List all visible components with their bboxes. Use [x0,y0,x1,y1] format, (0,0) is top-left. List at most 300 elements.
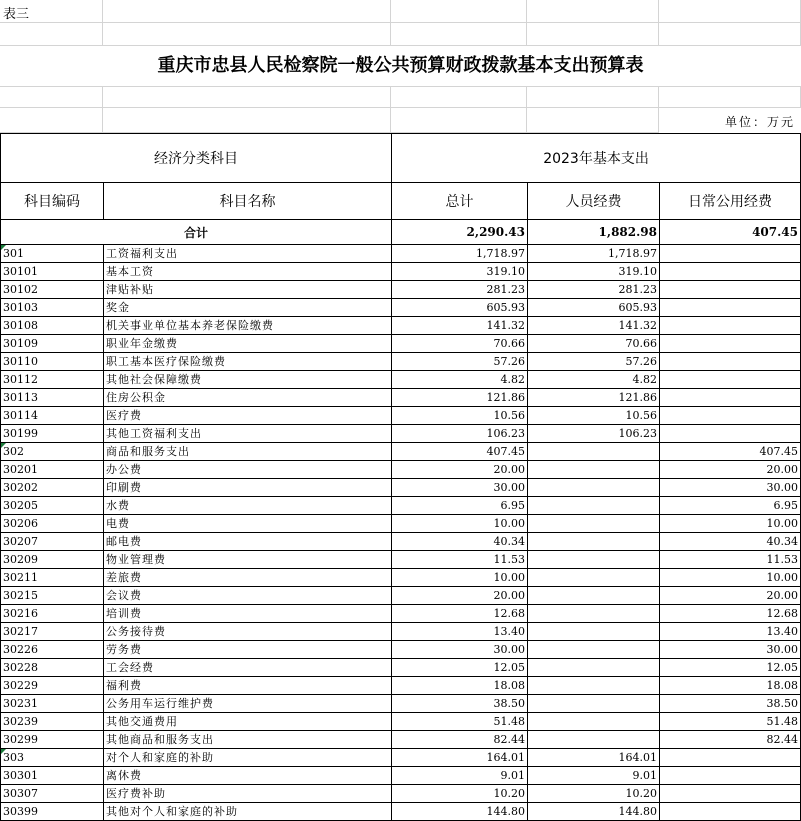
row-total-cell[interactable] [392,263,528,281]
row-name-cell[interactable] [104,605,392,623]
row-total-cell[interactable] [392,551,528,569]
row-personnel-cell[interactable] [528,443,660,461]
row-name-text: 会议费 [106,589,142,602]
row-name-text: 商品和服务支出 [106,445,190,458]
row-name-text: 基本工资 [106,265,154,278]
row-total-text: 144.80 [486,805,525,818]
row-code-cell[interactable] [1,677,104,695]
row-total-cell[interactable] [392,389,528,407]
row-name-text: 物业管理费 [106,553,166,566]
row-daily-cell[interactable] [660,767,801,785]
table-row [1,353,801,371]
row-personnel-cell[interactable] [528,587,660,605]
table-row [1,407,801,425]
row-personnel-cell[interactable] [528,245,660,263]
header-total[interactable]: 总计 [392,183,528,220]
row-code-text: 30207 [3,535,38,548]
row-daily-cell[interactable] [660,695,801,713]
row-name-cell[interactable] [104,407,392,425]
row-name-text: 其他交通费用 [106,715,178,728]
row-daily-cell[interactable] [660,497,801,515]
row-name-text: 其他社会保障缴费 [106,373,202,386]
header-code[interactable]: 科目编码 [1,183,104,220]
row-code-cell[interactable] [1,587,104,605]
row-code-cell[interactable] [1,731,104,749]
row-code-cell[interactable] [1,299,104,317]
row-personnel-cell[interactable] [528,605,660,623]
row-personnel-text: 106.23 [618,427,657,440]
row-daily-text: 407.45 [759,445,799,458]
row-name-text: 住房公积金 [106,391,166,404]
row-daily-cell[interactable] [660,335,801,353]
row-personnel-cell[interactable] [528,281,660,299]
grid-cell[interactable] [103,0,391,23]
grid-cell[interactable] [527,23,659,46]
row-code-cell[interactable] [1,749,104,767]
row-personnel-cell[interactable] [528,533,660,551]
row-personnel-cell[interactable] [528,515,660,533]
row-personnel-cell[interactable] [528,263,660,281]
row-code-text: 30202 [3,481,38,494]
row-daily-cell[interactable] [660,569,801,587]
row-code-cell[interactable] [1,605,104,623]
row-total-text: 605.93 [486,301,525,314]
row-code-text: 30217 [3,625,38,638]
row-daily-cell[interactable] [660,551,801,569]
row-personnel-text: 57.26 [625,355,657,368]
row-daily-cell[interactable] [660,443,801,461]
table-row [1,497,801,515]
row-personnel-cell[interactable] [528,713,660,731]
row-total-cell[interactable] [392,767,528,785]
table-row [1,443,801,461]
row-total-cell[interactable] [392,533,528,551]
row-code-cell[interactable] [1,353,104,371]
row-name-text: 职业年金缴费 [106,337,178,350]
grid-cell[interactable] [103,23,391,46]
row-name-text: 其他工资福利支出 [106,427,202,440]
row-name-text: 机关事业单位基本养老保险缴费 [106,319,274,332]
row-total-text: 106.23 [486,427,525,440]
row-total-text: 10.00 [493,517,525,530]
table-row [1,695,801,713]
row-total-text: 30.00 [493,643,525,656]
row-personnel-text: 121.86 [618,391,657,404]
row-name-cell[interactable] [104,569,392,587]
row-daily-cell[interactable] [660,515,801,533]
row-total-cell[interactable] [392,641,528,659]
row-daily-text: 30.00 [766,481,799,494]
row-daily-cell[interactable] [660,677,801,695]
row-personnel-text: 1,718.97 [608,247,657,260]
row-personnel-cell[interactable] [528,569,660,587]
row-name-cell[interactable] [104,533,392,551]
row-total-text: 12.05 [493,661,525,674]
row-daily-cell[interactable] [660,641,801,659]
grid-cell[interactable] [391,86,527,108]
table-row [1,515,801,533]
row-daily-cell[interactable] [660,461,801,479]
row-name-cell[interactable] [104,263,392,281]
row-personnel-text: 281.23 [618,283,657,296]
total-sum[interactable]: 2,290.43 [392,220,528,245]
row-total-text: 20.00 [493,463,525,476]
row-total-text: 281.23 [486,283,525,296]
row-daily-cell[interactable] [660,659,801,677]
row-code-cell[interactable] [1,497,104,515]
grid-cell[interactable] [0,86,103,108]
cell-note-marker-icon [1,749,6,754]
row-daily-cell[interactable] [660,317,801,335]
row-daily-cell[interactable] [660,371,801,389]
row-total-text: 9.01 [500,769,525,782]
table-row [1,587,801,605]
row-name-cell[interactable] [104,785,392,803]
row-code-text: 30211 [3,571,38,584]
row-name-cell[interactable] [104,389,392,407]
row-daily-cell[interactable] [660,281,801,299]
row-daily-cell[interactable] [660,587,801,605]
table-row [1,659,801,677]
row-daily-cell[interactable] [660,479,801,497]
row-total-cell[interactable] [392,623,528,641]
row-daily-cell[interactable] [660,425,801,443]
grid-cell[interactable] [391,0,527,23]
grid-cell[interactable] [659,23,801,46]
row-daily-cell[interactable] [660,713,801,731]
row-daily-cell[interactable] [660,785,801,803]
row-daily-cell[interactable] [660,749,801,767]
total-personnel[interactable]: 1,882.98 [528,220,660,245]
row-total-cell[interactable] [392,497,528,515]
row-name-cell[interactable] [104,695,392,713]
grid-cell-a1[interactable] [0,0,103,23]
grid-cell[interactable] [659,0,801,23]
row-total-text: 40.34 [493,535,525,548]
row-code-text: 30102 [3,283,38,296]
row-daily-cell[interactable] [660,731,801,749]
table-row [1,749,801,767]
row-daily-cell[interactable] [660,299,801,317]
row-total-cell[interactable] [392,281,528,299]
row-personnel-cell[interactable] [528,479,660,497]
row-name-text: 印刷费 [106,481,142,494]
grid-cell[interactable] [527,86,659,108]
row-total-cell[interactable] [392,317,528,335]
row-code-text: 30205 [3,499,38,512]
grid-cell[interactable] [0,23,103,46]
row-personnel-cell[interactable] [528,371,660,389]
row-code-cell[interactable] [1,695,104,713]
row-name-cell[interactable] [104,731,392,749]
row-name-text: 其他商品和服务支出 [106,733,214,746]
row-personnel-text: 10.20 [625,787,657,800]
row-personnel-cell[interactable] [528,659,660,677]
row-total-cell[interactable] [392,479,528,497]
row-total-cell[interactable] [392,695,528,713]
row-daily-cell[interactable] [660,389,801,407]
row-daily-cell[interactable] [660,407,801,425]
row-total-cell[interactable] [392,245,528,263]
row-personnel-cell[interactable] [528,803,660,821]
row-code-cell[interactable] [1,245,104,263]
row-name-text: 对个人和家庭的补助 [106,751,214,764]
row-code-text: 30112 [3,373,38,386]
table-row [1,605,801,623]
row-personnel-cell[interactable] [528,641,660,659]
row-name-cell[interactable] [104,299,392,317]
row-daily-cell[interactable] [660,353,801,371]
row-total-text: 57.26 [493,355,525,368]
grid-cell[interactable] [659,86,801,108]
row-total-cell[interactable] [392,659,528,677]
row-name-text: 公务用车运行维护费 [106,697,214,710]
cell-note-marker-icon [1,443,6,448]
row-personnel-cell[interactable] [528,623,660,641]
row-code-cell[interactable] [1,263,104,281]
table-row [1,731,801,749]
table-row [1,641,801,659]
row-name-cell[interactable] [104,749,392,767]
row-personnel-cell[interactable] [528,407,660,425]
header-daily[interactable]: 日常公用经费 [660,183,801,220]
total-row [1,220,801,245]
row-total-cell[interactable] [392,605,528,623]
row-total-cell[interactable] [392,587,528,605]
row-daily-text: 10.00 [766,571,799,584]
row-code-text: 30215 [3,589,38,602]
row-personnel-cell[interactable] [528,299,660,317]
row-personnel-cell[interactable] [528,551,660,569]
row-total-text: 38.50 [493,697,525,710]
row-name-text: 奖金 [106,301,130,314]
row-code-cell[interactable] [1,551,104,569]
row-total-text: 51.48 [493,715,525,728]
row-personnel-cell[interactable] [528,461,660,479]
row-name-cell[interactable] [104,245,392,263]
row-total-cell[interactable] [392,299,528,317]
row-total-cell[interactable] [392,335,528,353]
row-name-cell[interactable] [104,659,392,677]
row-daily-text: 20.00 [766,589,799,602]
row-name-cell[interactable] [104,443,392,461]
row-personnel-cell[interactable] [528,317,660,335]
row-code-cell[interactable] [1,569,104,587]
row-code-text: 30206 [3,517,38,530]
row-daily-text: 38.50 [766,697,799,710]
row-daily-text: 18.08 [766,679,799,692]
row-code-cell[interactable] [1,533,104,551]
grid-cell[interactable] [103,108,391,133]
row-code-text: 30299 [3,733,38,746]
grid-cell[interactable] [391,108,527,133]
row-code-cell[interactable] [1,461,104,479]
row-code-text: 30209 [3,553,38,566]
row-daily-cell[interactable] [660,245,801,263]
row-name-text: 其他对个人和家庭的补助 [106,805,238,818]
row-total-cell[interactable] [392,785,528,803]
row-name-cell[interactable] [104,479,392,497]
row-total-text: 20.00 [493,589,525,602]
row-code-cell[interactable] [1,713,104,731]
header-econ-class[interactable]: 经济分类科目 [1,134,392,183]
grid-cell[interactable] [103,86,391,108]
row-daily-cell[interactable] [660,533,801,551]
row-personnel-cell[interactable] [528,677,660,695]
row-total-text: 164.01 [486,751,525,764]
row-code-text: 301 [3,247,24,260]
row-personnel-text: 70.66 [625,337,657,350]
row-daily-cell[interactable] [660,605,801,623]
row-personnel-text: 10.56 [625,409,657,422]
row-total-text: 407.45 [486,445,525,458]
budget-table [0,133,801,821]
row-total-cell[interactable] [392,515,528,533]
total-label[interactable]: 合计 [1,220,392,245]
row-code-cell[interactable] [1,767,104,785]
row-personnel-cell[interactable] [528,749,660,767]
row-code-cell[interactable] [1,317,104,335]
row-code-cell[interactable] [1,389,104,407]
row-name-cell[interactable] [104,587,392,605]
row-name-cell[interactable] [104,335,392,353]
row-total-cell[interactable] [392,353,528,371]
row-daily-cell[interactable] [660,623,801,641]
row-name-cell[interactable] [104,317,392,335]
row-name-cell[interactable] [104,425,392,443]
row-total-text: 6.95 [500,499,525,512]
header-year-basic[interactable]: 2023年基本支出 [392,134,801,183]
row-daily-text: 82.44 [766,733,799,746]
row-personnel-cell[interactable] [528,335,660,353]
row-name-text: 公务接待费 [106,625,166,638]
grid-cell[interactable] [0,108,103,133]
row-total-cell[interactable] [392,371,528,389]
row-total-cell[interactable] [392,713,528,731]
table-row [1,713,801,731]
row-code-text: 30231 [3,697,38,710]
row-daily-text: 51.48 [766,715,799,728]
row-name-cell[interactable] [104,713,392,731]
row-code-cell[interactable] [1,659,104,677]
row-daily-text: 10.00 [766,517,799,530]
row-personnel-cell[interactable] [528,767,660,785]
row-code-cell[interactable] [1,479,104,497]
row-name-text: 水费 [106,499,130,512]
header-name[interactable]: 科目名称 [104,183,392,220]
table-row [1,785,801,803]
row-code-cell[interactable] [1,407,104,425]
row-code-text: 30109 [3,337,38,350]
row-personnel-cell[interactable] [528,425,660,443]
row-daily-cell[interactable] [660,803,801,821]
row-code-cell[interactable] [1,335,104,353]
row-total-cell[interactable] [392,425,528,443]
row-code-cell[interactable] [1,515,104,533]
row-code-cell[interactable] [1,623,104,641]
row-personnel-cell[interactable] [528,389,660,407]
row-personnel-cell[interactable] [528,731,660,749]
row-total-cell[interactable] [392,407,528,425]
grid-cell[interactable] [391,23,527,46]
row-name-cell[interactable] [104,551,392,569]
row-total-text: 30.00 [493,481,525,494]
row-total-cell[interactable] [392,461,528,479]
row-total-text: 11.53 [493,553,525,566]
page-title: 重庆市忠县人民检察院一般公共预算财政拨款基本支出预算表 [0,46,801,87]
header-row-2 [1,183,801,220]
row-code-text: 30103 [3,301,38,314]
row-code-text: 30199 [3,427,38,440]
row-code-cell[interactable] [1,641,104,659]
table-row [1,803,801,821]
row-total-cell[interactable] [392,749,528,767]
total-daily[interactable]: 407.45 [660,220,801,245]
row-total-text: 70.66 [493,337,525,350]
row-code-cell[interactable] [1,371,104,389]
row-total-cell[interactable] [392,443,528,461]
row-daily-text: 13.40 [766,625,799,638]
row-name-text: 工会经费 [106,661,154,674]
row-total-cell[interactable] [392,569,528,587]
table-row [1,299,801,317]
row-total-text: 12.68 [493,607,525,620]
row-name-cell[interactable] [104,515,392,533]
row-name-text: 培训费 [106,607,142,620]
row-personnel-text: 319.10 [618,265,657,278]
row-name-cell[interactable] [104,641,392,659]
table-row [1,389,801,407]
row-name-cell[interactable] [104,461,392,479]
row-code-cell[interactable] [1,803,104,821]
row-code-cell[interactable] [1,785,104,803]
row-daily-text: 40.34 [766,535,799,548]
row-total-text: 121.86 [486,391,525,404]
row-total-cell[interactable] [392,803,528,821]
row-personnel-cell[interactable] [528,785,660,803]
row-name-text: 离休费 [106,769,142,782]
row-name-text: 职工基本医疗保险缴费 [106,355,226,368]
row-name-cell[interactable] [104,803,392,821]
row-name-cell[interactable] [104,371,392,389]
row-personnel-cell[interactable] [528,695,660,713]
row-daily-text: 11.53 [766,553,799,566]
row-personnel-cell[interactable] [528,353,660,371]
row-name-cell[interactable] [104,353,392,371]
row-name-cell[interactable] [104,677,392,695]
row-name-text: 医疗费补助 [106,787,166,800]
row-total-cell[interactable] [392,677,528,695]
row-code-text: 30226 [3,643,38,656]
grid-cell[interactable] [527,108,659,133]
row-code-cell[interactable] [1,281,104,299]
row-code-text: 30239 [3,715,38,728]
row-total-cell[interactable] [392,731,528,749]
row-name-cell[interactable] [104,623,392,641]
row-total-text: 4.82 [500,373,525,386]
row-code-cell[interactable] [1,425,104,443]
row-daily-cell[interactable] [660,263,801,281]
row-name-cell[interactable] [104,497,392,515]
row-name-cell[interactable] [104,767,392,785]
row-personnel-text: 4.82 [632,373,657,386]
grid-cell[interactable] [527,0,659,23]
row-code-cell[interactable] [1,443,104,461]
row-code-text: 30101 [3,265,38,278]
row-personnel-cell[interactable] [528,497,660,515]
row-name-cell[interactable] [104,281,392,299]
header-personnel[interactable]: 人员经费 [528,183,660,220]
